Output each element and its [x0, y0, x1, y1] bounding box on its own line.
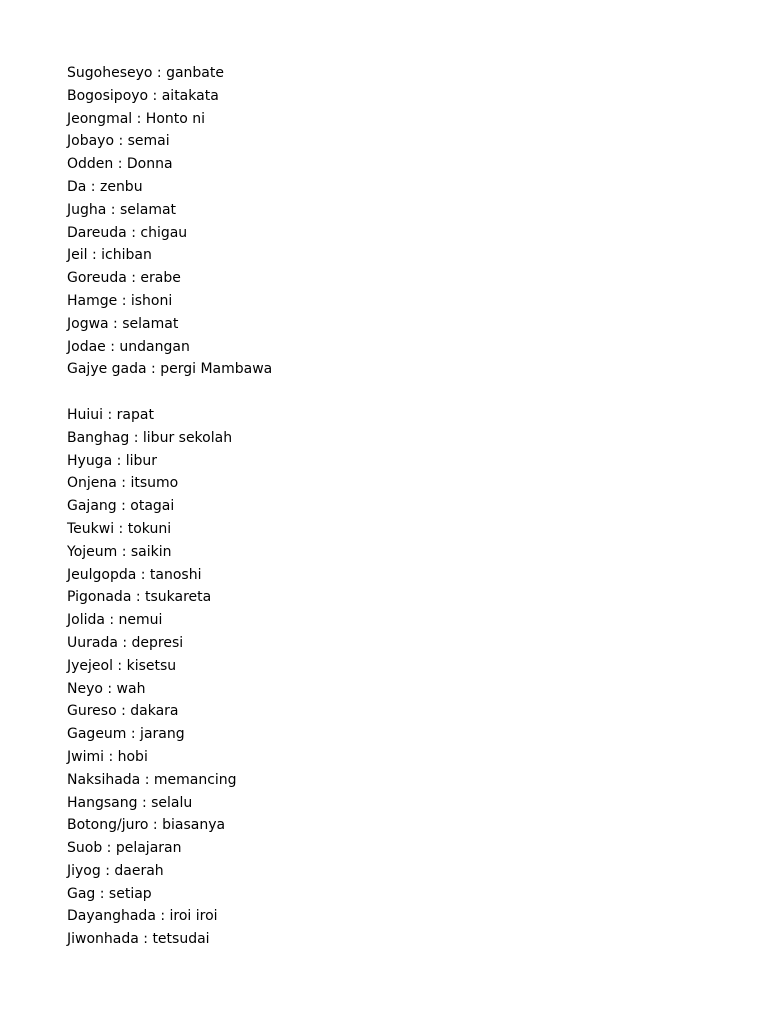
vocab-entry: Jeil : ichiban — [67, 247, 152, 264]
vocab-entry: Botong/juro : biasanya — [67, 817, 226, 834]
vocab-entry: Pigonada : tsukareta — [67, 589, 212, 606]
vocab-entry: Dareuda : chigau — [67, 224, 188, 241]
vocab-entry: Jeulgopda : tanoshi — [67, 566, 202, 583]
vocab-entry: Uurada : depresi — [67, 634, 184, 651]
vocab-entry: Hangsang : selalu — [67, 794, 193, 811]
vocab-entry: Goreuda : erabe — [67, 270, 181, 287]
vocab-entry: Jyejeol : kisetsu — [67, 657, 177, 674]
vocab-entry: Jodae : undangan — [67, 338, 190, 355]
vocab-entry: Dayanghada : iroi iroi — [67, 908, 218, 925]
vocab-entry: Huiui : rapat — [67, 406, 154, 423]
vocab-entry: Jeongmal : Honto ni — [67, 110, 206, 127]
vocab-entry: Bogosipoyo : aitakata — [67, 87, 219, 104]
vocab-entry: Suob : pelajaran — [67, 840, 182, 857]
vocab-entry: Jiwonhada : tetsudai — [67, 931, 210, 948]
vocab-entry: Gageum : jarang — [67, 726, 185, 743]
vocab-entry: Naksihada : memancing — [67, 771, 237, 788]
vocab-entry: Da : zenbu — [67, 178, 143, 195]
vocab-entry: Odden : Donna — [67, 156, 173, 173]
vocab-entry: Gag : setiap — [67, 885, 152, 902]
vocab-entry: Yojeum : saikin — [67, 543, 172, 560]
vocab-entry: Jugha : selamat — [67, 201, 177, 218]
vocab-entry: Jobayo : semai — [67, 133, 170, 150]
blank-line — [67, 381, 272, 404]
vocab-entry: Jogwa : selamat — [67, 315, 179, 332]
vocab-entry: Teukwi : tokuni — [67, 520, 172, 537]
vocab-entry: Gajang : otagai — [67, 498, 175, 515]
vocab-entry: Hyuga : libur — [67, 452, 158, 469]
vocab-entry: Jwimi : hobi — [67, 748, 148, 765]
vocab-entry: Sugoheseyo : ganbate — [67, 65, 224, 81]
vocab-entry: Banghag : libur sekolah — [67, 429, 233, 446]
vocab-entry: Jiyog : daerah — [67, 862, 164, 879]
vocab-entry: Gureso : dakara — [67, 703, 179, 720]
vocab-entry: Onjena : itsumo — [67, 475, 179, 492]
vocab-entry: Neyo : wah — [67, 680, 146, 697]
vocab-entry: Gajye gada : pergi Mambawa — [67, 361, 273, 378]
vocabulary-list — [67, 62, 272, 951]
vocab-entry: Jolida : nemui — [67, 612, 163, 629]
vocab-entry: Hamge : ishoni — [67, 292, 173, 309]
